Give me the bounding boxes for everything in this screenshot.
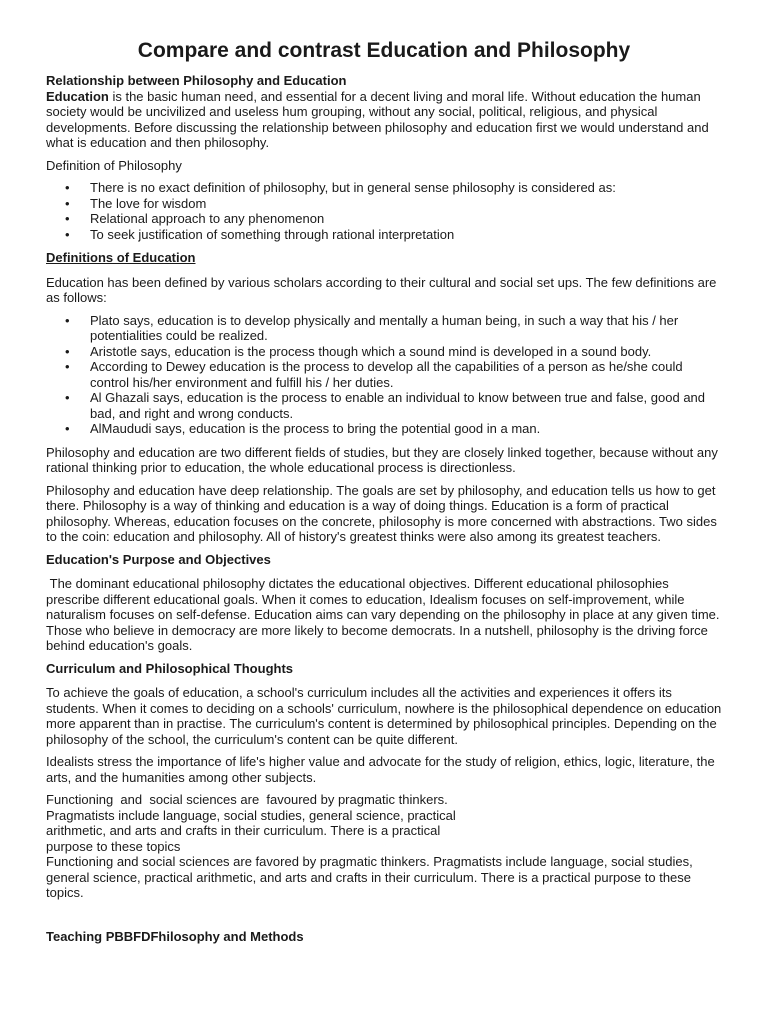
list-item-text: According to Dewey education is the process to develop all the capabilities of a person as he/she could control his/her environment and fulfill his / her duties.: [90, 359, 683, 390]
curriculum-line: purpose to these topics: [46, 838, 181, 854]
list-item-text: Plato says, education is to develop physically and mentally a human being, in such a way that his / her potentialities could be realized.: [90, 312, 679, 344]
list-item: [46, 196, 722, 212]
philosophy-bullet-list: [46, 180, 722, 242]
paragraph-idealists: Idealists stress the importance of life's higher value and advocate for the study of religion, ethics, logic, literature, the arts, and the humanities among other subjects.: [46, 754, 715, 785]
list-item: [46, 344, 722, 360]
curriculum-line: arithmetic, and arts and crafts in their curriculum. There is a practical: [46, 823, 441, 839]
bullet-glyph: •: [65, 312, 70, 328]
paragraph-education-intro: [46, 89, 722, 151]
list-item-text: Relational approach to any phenomenon: [90, 211, 325, 227]
section-heading-purpose: Education's Purpose and Objectives: [46, 551, 271, 567]
education-bullet-list: [46, 313, 722, 437]
bullet-glyph: •: [65, 343, 70, 359]
section-heading-teaching: Teaching PBBFDFhilosophy and Methods: [46, 928, 304, 944]
list-item-text: Aristotle says, education is the process though which a sound mind is developed in a sound body.: [90, 343, 652, 359]
list-item: [46, 313, 722, 344]
bullet-glyph: •: [65, 180, 70, 196]
list-item-text: There is no exact definition of philosophy, but in general sense philosophy is considered as:: [90, 180, 616, 196]
list-item: [46, 211, 722, 227]
section-heading-definitions-education: Definitions of Education: [46, 250, 196, 266]
curriculum-line: Functioning and social sciences are favoured by pragmatic thinkers.: [46, 792, 448, 808]
paragraph-purpose: The dominant educational philosophy dictates the educational objectives. Different educational philosophies prescribe different educational goals. When it comes to education, Idealism focuses on self-improvement, while naturalism focuses on self-defense. Education aims can vary depending on the philosophy in place at any given time. Those who believe in democracy are more likely to become democrats. In a nutshell, philosophy is the driving force behind education's goals.: [46, 576, 723, 654]
list-item: [46, 180, 722, 196]
list-item-text: To seek justification of something through rational interpretation: [90, 226, 455, 242]
bullet-glyph: •: [65, 226, 70, 242]
paragraph-fields-of-study: Philosophy and education are two different fields of studies, but they are closely linked together, because without any rational thinking prior to education, the whole educational process is directionless.: [46, 444, 718, 476]
section-heading-relationship: Relationship between Philosophy and Education: [46, 73, 347, 89]
paragraph-curriculum-goals: To achieve the goals of education, a school's curriculum includes all the activities and experiences it offers its students. When it comes to deciding on a schools' curriculum, nowhere is the philosophical dependence on education more apparent than in practise. The curriculum's content is determined by philosophical principles. Depending on the philosophy of the school, the curriculum's content can be quite different.: [46, 685, 722, 747]
list-item: [46, 390, 722, 421]
list-item-text: Al Ghazali says, education is the process to enable an individual to know between true and false, good and bad, and right and wrong conducts.: [90, 390, 706, 421]
paragraph-definitions-intro: Education has been defined by various scholars according to their cultural and social set ups. The few definitions are as follows:: [46, 274, 717, 306]
paragraph-pragmatists: Functioning and social sciences are favored by pragmatic thinkers. Pragmatists include language, social studies, general science, practical arithmetic, and arts and crafts in their curriculum. There is a practical purpose to these topics.: [46, 854, 693, 901]
lead-bold-education: Education: [46, 88, 109, 104]
bullet-glyph: •: [65, 195, 70, 211]
list-item: [46, 359, 722, 390]
list-item-text: AlMaududi says, education is the process to bring the potential good in a man.: [90, 421, 541, 437]
bullet-glyph: •: [65, 211, 70, 227]
bullet-glyph: •: [65, 390, 70, 406]
definition-philosophy-label: Definition of Philosophy: [46, 157, 182, 173]
section-heading-curriculum: Curriculum and Philosophical Thoughts: [46, 660, 294, 676]
curriculum-line: Pragmatists include language, social studies, general science, practical: [46, 807, 456, 823]
list-item-text: The love for wisdom: [90, 195, 207, 211]
list-item: [46, 227, 722, 243]
list-item: [46, 421, 722, 437]
paragraph-deep-relationship: Philosophy and education have deep relationship. The goals are set by philosophy, and education tells us how to get there. Philosophy is a way of thinking and education is a way of doing things. Education is a form of practical philosophy. Whereas, education focuses on the concrete, philosophy is more concerned with abstractions. Two sides to the coin: education and philosophy. All of history's greatest thinks were also among its greatest teachers.: [46, 482, 717, 545]
bullet-glyph: •: [65, 359, 70, 375]
bullet-glyph: •: [65, 421, 70, 437]
page-title: Compare and contrast Education and Philosophy: [137, 39, 631, 62]
lead-text: is the basic human need, and essential for a decent living and moral life. Without education the human society would be uncivilized and useless hum grouping, without any social, political, religious, and physical developments. Before discussing the relationship between philosophy and education first we would understand and what is education and then philosophy.: [46, 88, 709, 151]
